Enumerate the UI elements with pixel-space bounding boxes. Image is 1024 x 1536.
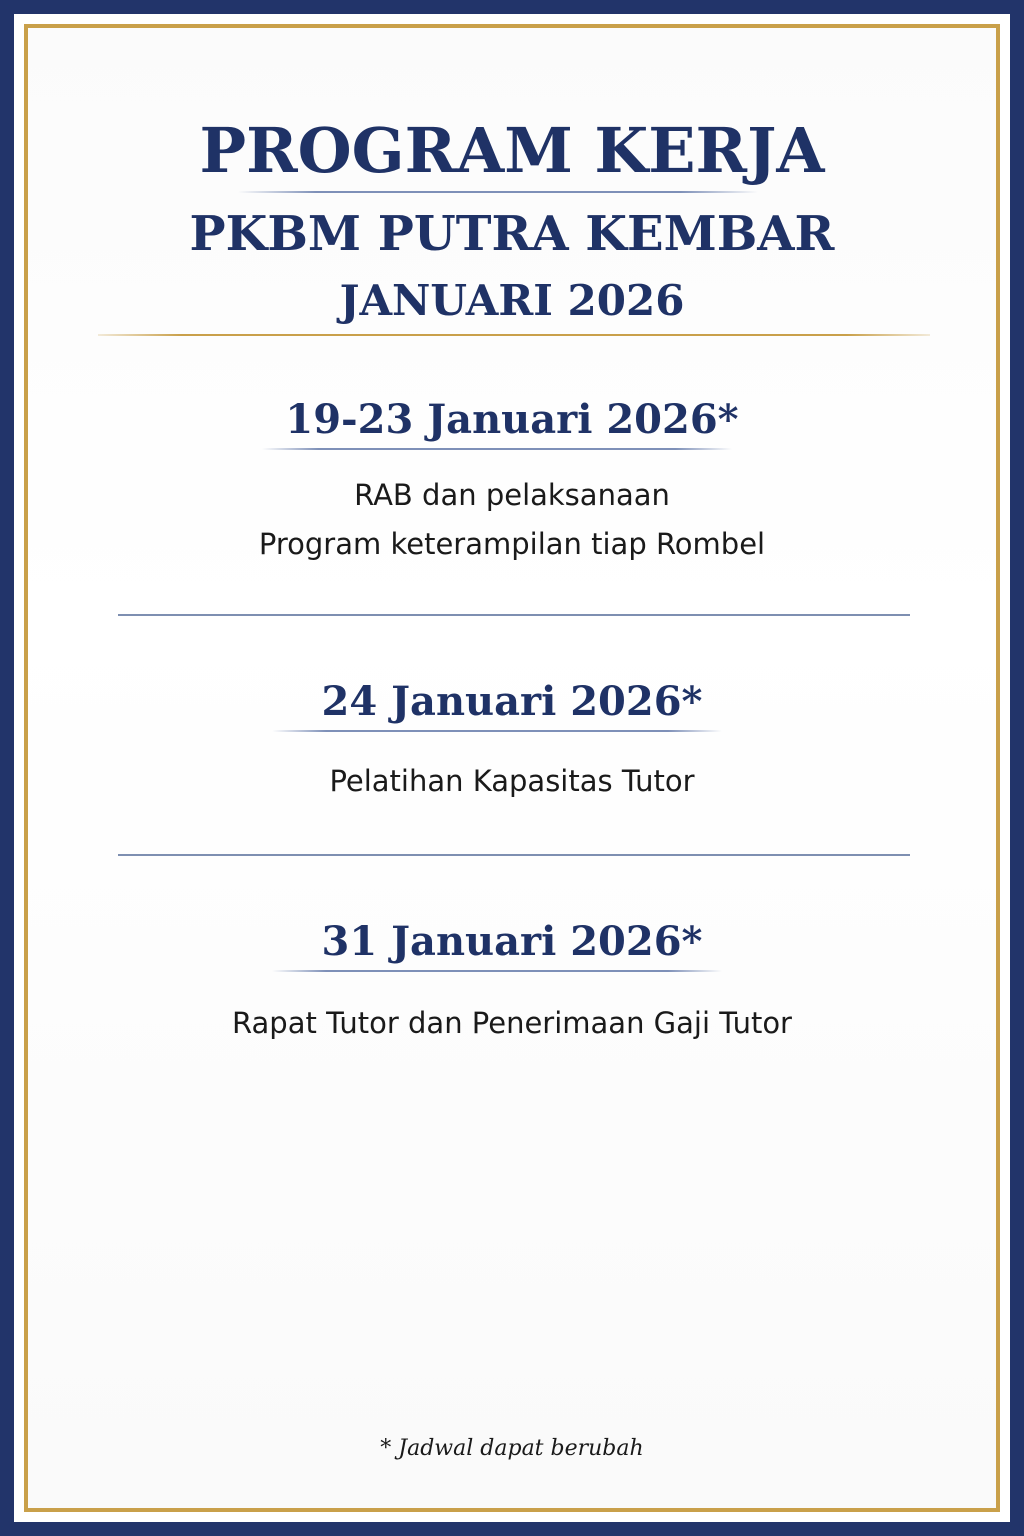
poster-title: PROGRAM KERJA xyxy=(199,114,825,187)
period-label: JANUARI 2026 xyxy=(339,276,685,325)
schedule-date-1: 19-23 Januari 2026* xyxy=(285,396,739,443)
schedule-desc-2: Pelatihan Kapasitas Tutor xyxy=(329,764,695,798)
section-divider-1 xyxy=(118,614,910,616)
date-underline-2 xyxy=(272,730,722,732)
schedule-date-3: 31 Januari 2026* xyxy=(321,918,703,965)
schedule-desc-1a: RAB dan pelaksanaan xyxy=(354,478,670,512)
footnote: * Jadwal dapat berubah xyxy=(380,1436,644,1461)
schedule-date-2: 24 Januari 2026* xyxy=(321,678,703,725)
schedule-desc-1b: Program keterampilan tiap Rombel xyxy=(258,527,766,561)
gold-border xyxy=(24,24,1000,1512)
date-underline-1 xyxy=(262,448,732,450)
organization-name: PKBM PUTRA KEMBAR xyxy=(189,206,835,262)
section-divider-2 xyxy=(118,854,910,856)
date-underline-3 xyxy=(272,970,722,972)
schedule-desc-3: Rapat Tutor dan Penerimaan Gaji Tutor xyxy=(232,1006,792,1040)
title-underline xyxy=(238,191,758,193)
header-divider xyxy=(98,334,930,336)
poster-page xyxy=(14,14,1010,1522)
